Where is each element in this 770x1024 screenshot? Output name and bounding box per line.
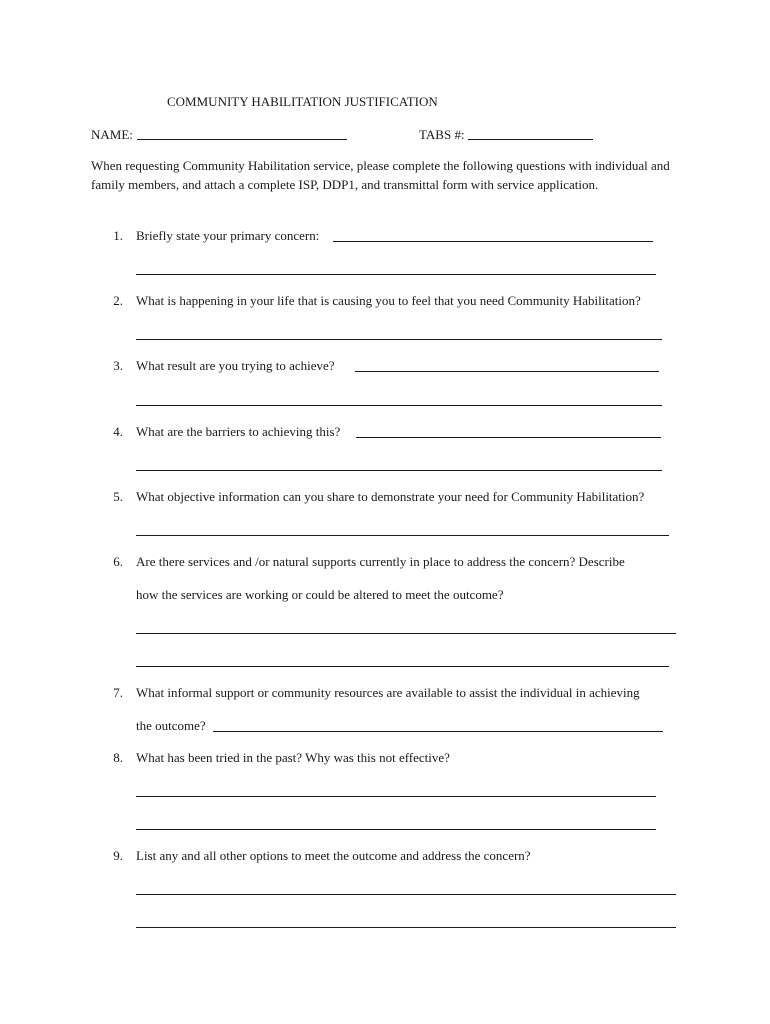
answer-2-line-1[interactable] — [136, 339, 662, 340]
answer-3-line-1[interactable] — [355, 371, 659, 372]
answer-9-line-1[interactable] — [136, 894, 676, 895]
question-9-number: 9. — [113, 848, 123, 863]
question-3-number: 3. — [113, 358, 123, 373]
answer-1-line-1[interactable] — [333, 241, 653, 242]
intro-paragraph: When requesting Community Habilitation service, please complete the following questions with individual and family members, and attach a complete ISP, DDP1, and transmittal form with service application. — [91, 158, 670, 192]
answer-7-line-1[interactable] — [213, 731, 663, 732]
tabs-field[interactable] — [468, 139, 593, 140]
answer-6-line-2[interactable] — [136, 666, 669, 667]
tabs-label: TABS #: — [419, 127, 465, 142]
question-4-number: 4. — [113, 424, 123, 439]
answer-8-line-2[interactable] — [136, 829, 656, 830]
question-4-text: What are the barriers to achieving this? — [136, 424, 341, 439]
question-1-text: Briefly state your primary concern: — [136, 228, 320, 243]
answer-9-line-2[interactable] — [136, 927, 676, 928]
question-3-text: What result are you trying to achieve? — [136, 358, 335, 373]
form-title: COMMUNITY HABILITATION JUSTIFICATION — [167, 94, 438, 109]
question-9-text: List any and all other options to meet the outcome and address the concern? — [136, 848, 531, 863]
answer-1-line-2[interactable] — [136, 274, 656, 275]
question-5-number: 5. — [113, 489, 123, 504]
answer-4-line-1[interactable] — [356, 437, 661, 438]
question-6-text-cont: how the services are working or could be altered to meet the outcome? — [136, 587, 504, 602]
answer-6-line-1[interactable] — [136, 633, 676, 634]
question-6-text: Are there services and /or natural supports currently in place to address the concern? Describe — [136, 554, 625, 569]
question-7-text: What informal support or community resources are available to assist the individual in achieving — [136, 685, 640, 700]
question-1-number: 1. — [113, 228, 123, 243]
name-field[interactable] — [137, 139, 347, 140]
question-7-text-cont: the outcome? — [136, 718, 206, 733]
answer-8-line-1[interactable] — [136, 796, 656, 797]
answer-5-line-1[interactable] — [136, 535, 669, 536]
name-label: NAME: — [91, 127, 133, 142]
question-7-number: 7. — [113, 685, 123, 700]
question-8-text: What has been tried in the past? Why was this not effective? — [136, 750, 450, 765]
answer-4-line-2[interactable] — [136, 470, 662, 471]
question-6-number: 6. — [113, 554, 123, 569]
question-2-number: 2. — [113, 293, 123, 308]
answer-3-line-2[interactable] — [136, 405, 662, 406]
question-2-text: What is happening in your life that is causing you to feel that you need Community Habilitation? — [136, 293, 641, 308]
question-5-text: What objective information can you share to demonstrate your need for Community Habilitation? — [136, 489, 645, 504]
question-8-number: 8. — [113, 750, 123, 765]
